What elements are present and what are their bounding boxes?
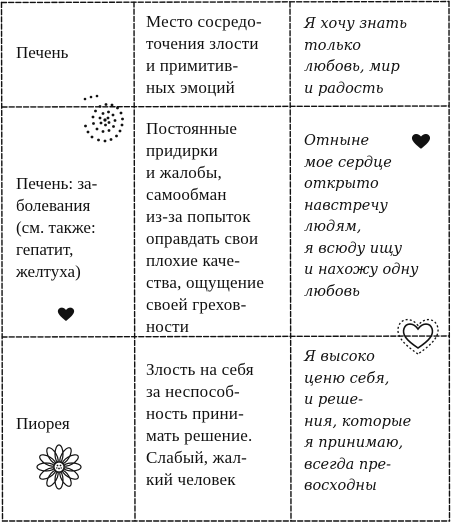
text-line: ных эмоций <box>146 78 235 97</box>
text-line: за неспособ- <box>146 382 240 401</box>
text-line: мое сердце <box>304 154 392 171</box>
row-1-ailment <box>16 42 68 64</box>
text-line: ства, ощущение <box>146 273 265 292</box>
flower-icon <box>36 444 82 490</box>
text-line: Постоянные <box>146 119 238 138</box>
heart-outline-icon <box>392 310 444 360</box>
text-line: я принимаю, <box>304 435 404 451</box>
text-line: самообман <box>146 185 227 204</box>
spiral-icon <box>80 93 130 149</box>
text-line: Место сосредо- <box>146 12 262 31</box>
row-2-cause <box>146 118 264 338</box>
text-line: восходны <box>304 478 377 494</box>
text-line: Отныне <box>304 133 370 149</box>
row-3-cause <box>146 359 254 491</box>
text-line: и примитив- <box>146 56 239 75</box>
text-line: своей грехов- <box>146 295 247 314</box>
text-line: придирки <box>146 141 218 160</box>
text-line: мать решение. <box>146 426 253 445</box>
text-line: (см. также: <box>16 218 96 237</box>
row-2-affirmation <box>304 131 418 303</box>
text-line: и радость <box>304 80 384 97</box>
text-line: любовь, мир <box>304 59 400 75</box>
text-line: Злость на себя <box>146 360 254 379</box>
text-line: и нахожу одну <box>304 262 419 278</box>
text-line: открыто <box>304 176 379 192</box>
text-line: Печень: за- <box>16 174 98 193</box>
text-line: точения злости <box>146 34 259 53</box>
text-line: кий человек <box>146 470 236 489</box>
text-line: Я хочу знать <box>304 16 408 32</box>
row-1-cause <box>146 11 262 99</box>
text-line: я всюду ищу <box>304 240 403 257</box>
text-line: и жалобы, <box>146 163 222 182</box>
row-1-affirmation <box>304 14 407 100</box>
row-3-ailment <box>16 413 70 435</box>
text-line: всегда пре- <box>304 456 392 473</box>
text-line: желтуха) <box>16 262 81 281</box>
text-line: Пиорея <box>16 414 70 433</box>
text-line: любовь <box>304 283 360 300</box>
text-line: из-за попыток <box>146 207 251 226</box>
text-line: ности <box>146 317 190 336</box>
text-line: и реше- <box>304 392 364 408</box>
text-line: гепатит, <box>16 240 74 259</box>
text-line: Слабый, жал- <box>146 448 248 467</box>
text-line: болевания <box>16 196 91 215</box>
text-line: плохие каче- <box>146 251 241 270</box>
text-line: оправдать свои <box>146 229 259 248</box>
text-line: ния, которые <box>304 413 412 430</box>
text-line: Печень <box>16 43 69 62</box>
row-3-affirmation <box>304 347 411 498</box>
text-line: только <box>304 37 361 54</box>
text-line: людям, <box>304 219 362 235</box>
heart-icon <box>411 132 431 150</box>
heart-icon <box>57 306 75 322</box>
text-line: Я высоко <box>304 349 375 365</box>
text-line: навстречу <box>304 197 388 214</box>
text-line: ценю себя, <box>304 370 390 387</box>
text-line: ность прини- <box>146 404 244 423</box>
row-2-ailment <box>16 173 97 283</box>
